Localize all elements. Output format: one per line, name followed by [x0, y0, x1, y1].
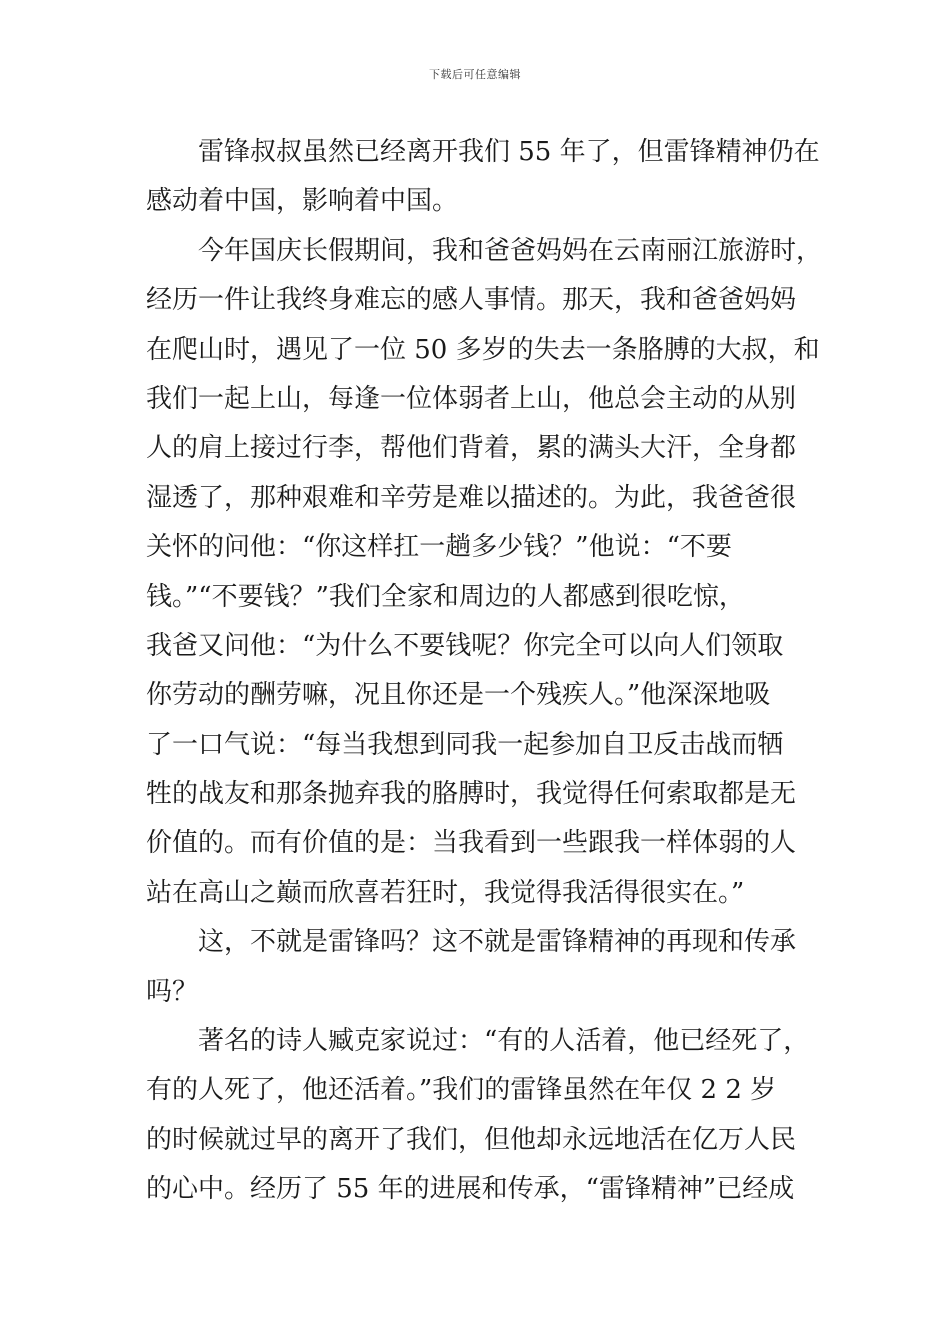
text-line: 这，不就是雷锋吗？这不就是雷锋精神的再现和传承	[198, 927, 797, 958]
text-line: 今年国庆长假期间，我和爸爸妈妈在云南丽江旅游时，	[198, 235, 823, 266]
text-line: 你劳动的酬劳嘛，况且你还是一个残疾人。”他深深地吸	[146, 680, 771, 711]
text-line: 牲的战友和那条抛弃我的胳膊时，我觉得任何索取都是无	[146, 779, 797, 810]
text-line: 雷锋叔叔虽然已经离开我们 55 年了，但雷锋精神仍在	[198, 137, 820, 167]
text-line: 著名的诗人臧克家说过：“有的人活着，他已经死了，	[198, 1026, 810, 1057]
text-line: 湿透了，那种艰难和辛劳是难以描述的。为此，我爸爸很	[146, 482, 797, 513]
text-line: 吗？	[146, 976, 199, 1007]
document-body	[146, 128, 823, 1215]
text-line: 站在高山之巅而欣喜若狂时，我觉得我活得很实在。”	[146, 877, 745, 908]
text-line: 在爬山时，遇见了一位 50 多岁的失去一条胳膊的大叔，和	[146, 334, 820, 365]
text-line: 我爸又问他：“为什么不要钱呢？你完全可以向人们领取	[146, 630, 784, 661]
text-line: 的时候就过早的离开了我们，但他却永远地活在亿万人民	[146, 1124, 797, 1155]
text-line: 价值的。而有价值的是：当我看到一些跟我一样体弱的人	[146, 828, 797, 859]
text-line: 我们一起上山，每逢一位体弱者上山，他总会主动的从别	[146, 383, 797, 414]
text-line: 的心中。经历了 55 年的进展和传承，“雷锋精神”已经成	[146, 1174, 795, 1205]
text-line: 人的肩上接过行李，帮他们背着，累的满头大汗，全身都	[146, 433, 797, 464]
text-line: 了一口气说：“每当我想到同我一起参加自卫反击战而牺	[146, 729, 784, 760]
text-line: 有的人死了，他还活着。”我们的雷锋虽然在年仅 2 2 岁	[146, 1075, 777, 1106]
text-line: 经历一件让我终身难忘的感人事情。那天，我和爸爸妈妈	[146, 285, 797, 316]
text-line: 钱。”“不要钱？”我们全家和周边的人都感到很吃惊，	[146, 581, 745, 612]
text-line: 关怀的问他：“你这样扛一趟多少钱？”他说：“不要	[146, 532, 732, 563]
page-header: 下载后可任意编辑	[429, 68, 521, 81]
text-line: 感动着中国，影响着中国。	[146, 186, 459, 217]
